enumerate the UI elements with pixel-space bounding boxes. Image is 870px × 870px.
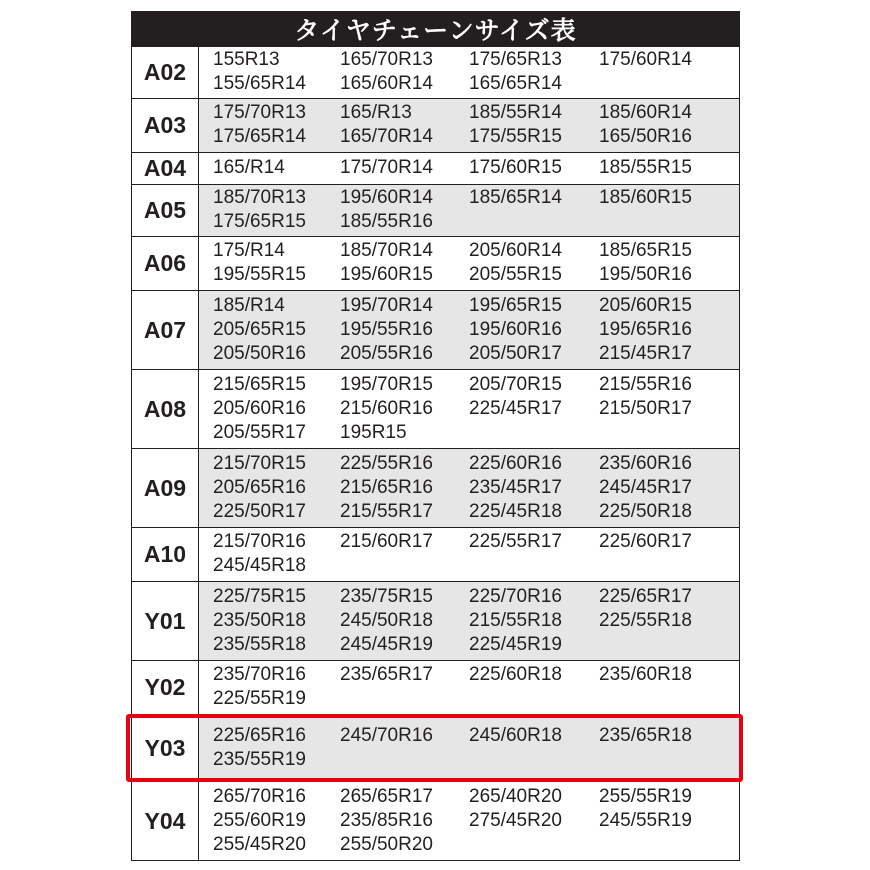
chain-code: A02 [132, 47, 199, 98]
tire-size: 225/50R17 [213, 500, 306, 522]
tire-size-list [199, 291, 739, 369]
chain-code: A03 [132, 99, 199, 152]
tire-size: 225/55R18 [599, 609, 692, 631]
tire-size: 195/65R16 [599, 318, 692, 340]
tire-size: 265/65R17 [340, 785, 433, 807]
tire-size: 185/60R15 [599, 187, 692, 208]
tire-size: 165/65R14 [469, 73, 562, 94]
tire-size: 215/45R17 [599, 342, 692, 364]
tire-size-list [199, 153, 739, 184]
tire-size: 205/60R16 [213, 397, 306, 419]
tire-size: 235/65R17 [340, 664, 433, 685]
tire-size: 195/55R16 [340, 318, 433, 340]
tire-size: 155/65R14 [213, 73, 306, 94]
tire-size-list [199, 237, 739, 290]
tire-size: 215/50R17 [599, 397, 692, 419]
size-row-a08 [132, 369, 739, 448]
tire-size-list [199, 449, 739, 527]
size-row-a06 [132, 236, 739, 290]
chain-code: Y03 [132, 715, 199, 781]
tire-size: 215/70R16 [213, 531, 306, 552]
size-row-a05 [132, 184, 739, 236]
tire-size: 215/65R15 [213, 373, 306, 395]
chain-code: A09 [132, 449, 199, 527]
tire-size: 195/70R14 [340, 294, 433, 316]
tire-size: 225/55R19 [213, 688, 306, 709]
chain-code: A10 [132, 528, 199, 581]
tire-size: 245/60R18 [469, 724, 562, 746]
tire-size-list [199, 47, 739, 98]
tire-size-list [199, 661, 739, 714]
size-row-y03 [132, 714, 739, 781]
size-row-a04 [132, 152, 739, 184]
tire-size: 175/R14 [213, 240, 285, 261]
tire-chain-size-chart [131, 11, 740, 861]
tire-size: 235/85R16 [340, 809, 433, 831]
tire-size: 235/65R18 [599, 724, 692, 746]
tire-size: 185/55R14 [469, 102, 562, 123]
tire-size: 195/60R14 [340, 187, 433, 208]
tire-size: 185/55R16 [340, 211, 433, 232]
tire-size: 195/60R16 [469, 318, 562, 340]
size-row-y01 [132, 581, 739, 660]
size-row-a02 [132, 46, 739, 98]
tire-size: 165/R14 [213, 157, 285, 178]
tire-size: 245/45R17 [599, 476, 692, 498]
tire-size-list [199, 715, 739, 781]
tire-size: 165/70R14 [340, 126, 433, 147]
tire-size-list [199, 782, 739, 860]
chain-code: Y01 [132, 582, 199, 660]
tire-size: 205/70R15 [469, 373, 562, 395]
tire-size: 235/45R17 [469, 476, 562, 498]
tire-size: 225/60R18 [469, 664, 562, 685]
chain-code: Y02 [132, 661, 199, 714]
tire-size: 185/65R15 [599, 240, 692, 261]
tire-size: 215/55R17 [340, 500, 433, 522]
tire-size-list [199, 370, 739, 448]
chain-code: A06 [132, 237, 199, 290]
tire-size: 225/45R17 [469, 397, 562, 419]
tire-size: 245/45R19 [340, 633, 433, 655]
tire-size-list [199, 99, 739, 152]
tire-size: 165/70R13 [340, 49, 433, 70]
tire-size: 235/55R18 [213, 633, 306, 655]
tire-size-list [199, 528, 739, 581]
tire-size: 215/60R16 [340, 397, 433, 419]
chain-code: A05 [132, 185, 199, 236]
tire-size: 195/55R15 [213, 264, 306, 285]
tire-size: 185/55R15 [599, 157, 692, 178]
tire-size: 205/60R15 [599, 294, 692, 316]
tire-size: 265/40R20 [469, 785, 562, 807]
chain-code: A08 [132, 370, 199, 448]
size-row-y04 [132, 781, 739, 860]
tire-size: 205/65R16 [213, 476, 306, 498]
tire-size: 215/60R17 [340, 531, 433, 552]
tire-size: 225/55R17 [469, 531, 562, 552]
tire-size: 235/75R15 [340, 585, 433, 607]
tire-size: 265/70R16 [213, 785, 306, 807]
tire-size: 225/60R16 [469, 452, 562, 474]
tire-size: 185/70R14 [340, 240, 433, 261]
tire-size: 245/70R16 [340, 724, 433, 746]
tire-size: 205/50R16 [213, 342, 306, 364]
tire-size: 245/55R19 [599, 809, 692, 831]
tire-size: 225/75R15 [213, 585, 306, 607]
tire-size: 185/70R13 [213, 187, 306, 208]
tire-size: 225/55R16 [340, 452, 433, 474]
tire-size: 165/60R14 [340, 73, 433, 94]
tire-size: 215/70R15 [213, 452, 306, 474]
tire-size: 225/65R16 [213, 724, 306, 746]
chart-title: タイヤチェーンサイズ表 [131, 11, 740, 46]
tire-size: 225/70R16 [469, 585, 562, 607]
tire-size: 195R15 [340, 421, 407, 443]
tire-size: 225/60R17 [599, 531, 692, 552]
tire-size: 205/50R17 [469, 342, 562, 364]
tire-size: 175/60R14 [599, 49, 692, 70]
tire-size: 225/65R17 [599, 585, 692, 607]
tire-size-list [199, 185, 739, 236]
tire-size: 225/50R18 [599, 500, 692, 522]
tire-size: 255/45R20 [213, 833, 306, 855]
tire-size: 175/70R14 [340, 157, 433, 178]
tire-size: 205/60R14 [469, 240, 562, 261]
tire-size: 175/60R15 [469, 157, 562, 178]
tire-size: 165/50R16 [599, 126, 692, 147]
tire-size: 235/60R18 [599, 664, 692, 685]
tire-size: 235/55R19 [213, 748, 306, 770]
tire-size: 175/70R13 [213, 102, 306, 123]
tire-size: 195/65R15 [469, 294, 562, 316]
tire-size-list [199, 582, 739, 660]
tire-size: 245/50R18 [340, 609, 433, 631]
tire-size: 185/R14 [213, 294, 285, 316]
tire-size: 255/50R20 [340, 833, 433, 855]
tire-size: 205/55R16 [340, 342, 433, 364]
tire-size: 235/70R16 [213, 664, 306, 685]
tire-size: 175/65R15 [213, 211, 306, 232]
size-table [131, 46, 740, 861]
tire-size: 165/R13 [340, 102, 412, 123]
tire-size: 195/70R15 [340, 373, 433, 395]
tire-size: 235/60R16 [599, 452, 692, 474]
tire-size: 175/65R13 [469, 49, 562, 70]
tire-size: 235/50R18 [213, 609, 306, 631]
tire-size: 175/65R14 [213, 126, 306, 147]
tire-size: 215/55R16 [599, 373, 692, 395]
chain-code: A07 [132, 291, 199, 369]
tire-size: 195/50R16 [599, 264, 692, 285]
tire-size: 225/45R18 [469, 500, 562, 522]
size-row-a03 [132, 98, 739, 152]
size-row-a10 [132, 527, 739, 581]
tire-size: 195/60R15 [340, 264, 433, 285]
tire-size: 275/45R20 [469, 809, 562, 831]
tire-size: 205/55R15 [469, 264, 562, 285]
tire-size: 205/55R17 [213, 421, 306, 443]
size-row-a09 [132, 448, 739, 527]
tire-size: 155R13 [213, 49, 280, 70]
tire-size: 185/60R14 [599, 102, 692, 123]
tire-size: 255/55R19 [599, 785, 692, 807]
tire-size: 205/65R15 [213, 318, 306, 340]
tire-size: 215/55R18 [469, 609, 562, 631]
size-row-a07 [132, 290, 739, 369]
size-row-y02 [132, 660, 739, 714]
tire-size: 255/60R19 [213, 809, 306, 831]
chain-code: Y04 [132, 782, 199, 860]
tire-size: 245/45R18 [213, 555, 306, 576]
chain-code: A04 [132, 153, 199, 184]
tire-size: 175/55R15 [469, 126, 562, 147]
tire-size: 185/65R14 [469, 187, 562, 208]
tire-size: 225/45R19 [469, 633, 562, 655]
tire-size: 215/65R16 [340, 476, 433, 498]
